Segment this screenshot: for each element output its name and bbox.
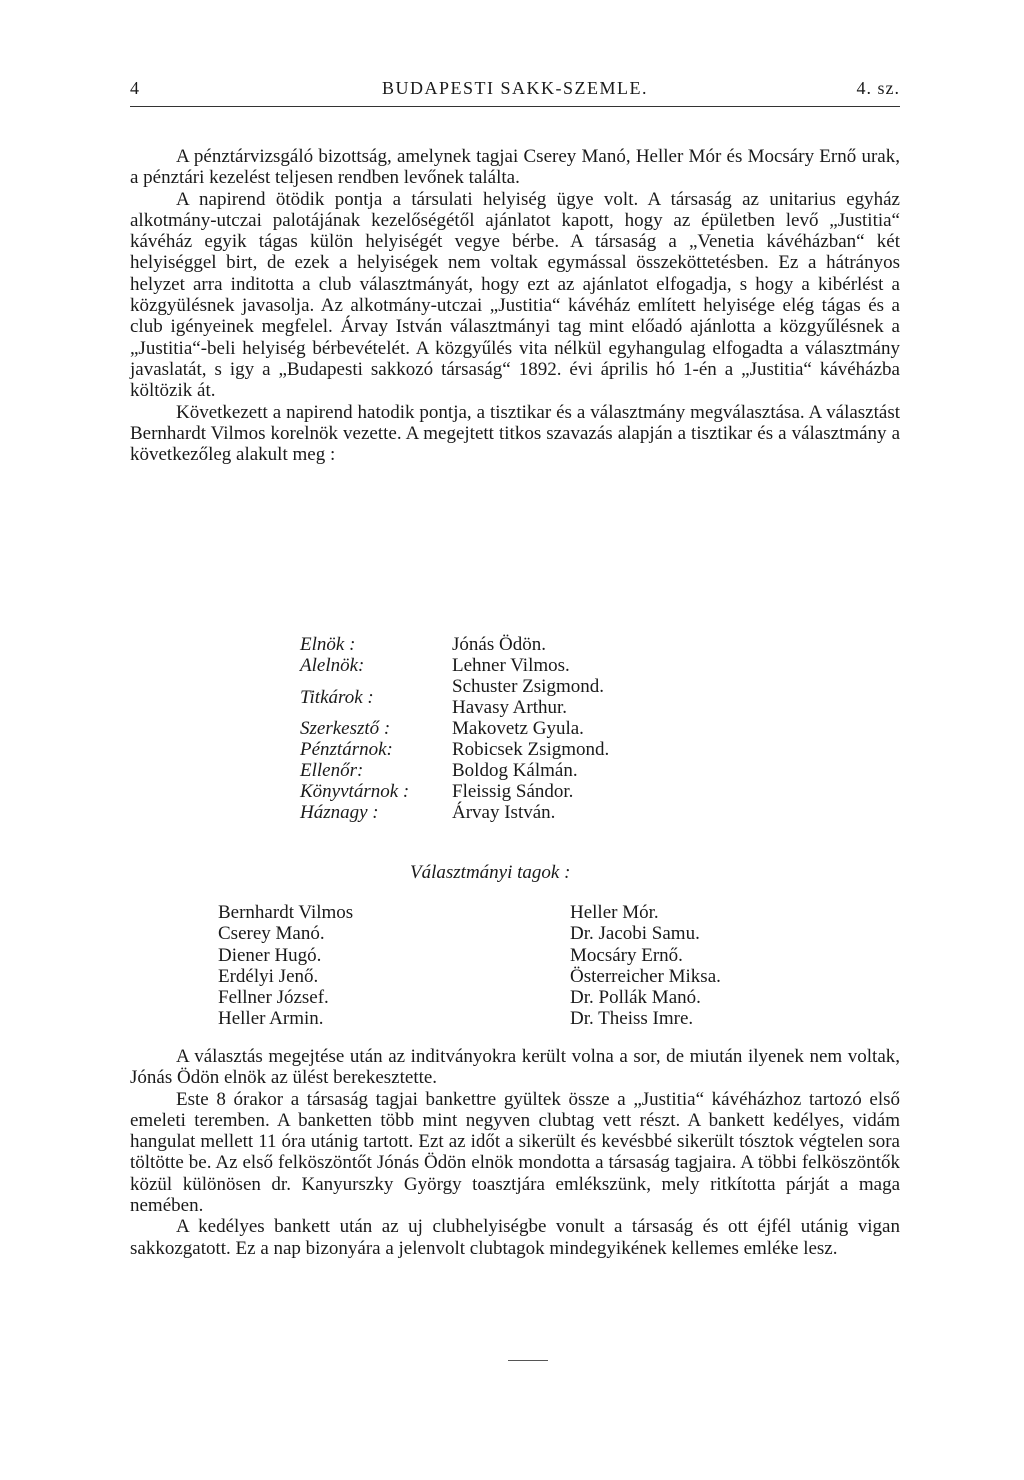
officer-name: Lehner Vilmos. [452,655,570,676]
officer-row [300,781,760,802]
paragraph: A napirend ötödik pontja a társulati helyiség ügye volt. A társaság az unitarius egyház alkotmány-utczai palotájának kezelőségétől ajánlatot kapott, hogy az épületben levő „Justitia“ kávéház egyik tágas külön helyiségét vegye bérbe. A társaság a „Venetia kávéházban“ két helyiséggel birt, de ezek a helyiségek nem voltak egymással összeköttetésben. Ez a hátrányos helyzet arra inditotta a club választmányát, hogy ezt az ajánlatot elfogadja, s hogy a kibérlést a közgyülésnek javasolja. Az alkotmány-utczai „Justitia“ kávéház említett helyisége elég tágas és a club igényeinek megfelel. Árvay István választmányi tag mint előadó ajánlotta a közgyűlésnek a „Justitia“-beli helyiség bérbevételét. A közgyűlés vita nélkül egyhangulag elfogadta a választmány javaslatát, s igy a „Budapesti sakkozó társaság“ 1892. évi április hó 1-én a „Justitia“ kávéházba költözik át. [130,188,900,402]
officer-row [300,676,760,718]
member-name: Bernhardt Vilmos [218,902,354,923]
officer-name: Schuster Zsigmond. [452,676,604,697]
members-list-left [218,902,353,1030]
member-name: Erdélyi Jenő. [218,965,319,987]
member-name: Mocsáry Ernő. [570,944,683,966]
header-rule [130,106,900,107]
page-number: 4 [130,78,140,98]
officer-names [452,676,760,718]
officer-role: Szerkesztő : [300,718,391,739]
officer-row [300,655,760,676]
officer-row [300,739,760,760]
officer-name: Jónás Ödön. [452,634,546,655]
members-list-right [570,902,721,1030]
member-name: Cserey Manó. [218,923,325,945]
officer-name: Boldog Kálmán. [452,760,578,781]
officer-name: Makovetz Gyula. [452,718,584,739]
member-name: Fellner József. [218,987,329,1009]
officer-name: Robicsek Zsigmond. [452,739,610,760]
footer-rule [508,1360,548,1361]
member-name: Dr. Jacobi Samu. [570,923,700,945]
member-name: Dr. Pollák Manó. [570,987,701,1009]
member-name: Heller Armin. [218,1008,324,1030]
issue-number: 4. sz. [856,78,900,98]
officer-name: Árvay István. [452,802,556,823]
paragraph: A kedélyes bankett után az uj clubhelyiségbe vonult a társaság és ott éjfél utánig vigan sakkozgatott. Ez a nap bizonyára a jelenvolt clubtagok mindegyikének kellemes emléke lesz. [130,1216,900,1259]
paragraph: Következett a napirend hatodik pontja, a tisztikar és a választmány megválasztása. A választást Bernhardt Vilmos korelnök vezette. A megejtett titkos szavazás alapján a tisztikar és a választmány a következőleg alakult meg : [130,401,900,466]
body-bottom [130,1046,900,1259]
officer-role: Pénztárnok: [300,739,393,760]
page-header [130,78,900,108]
officer-role: Elnök : [300,634,356,655]
journal-title: BUDAPESTI SAKK-SZEMLE. [381,78,648,98]
officer-role: Könyvtárnok : [300,781,410,802]
officer-row [300,760,760,781]
paragraph: A választás megejtése után az inditványokra került volna a sor, de miután ilyenek nem voltak, Jónás Ödön elnök az ülést berekesztette. [130,1046,900,1089]
paragraph: Este 8 órakor a társaság tagjai bankettre gyültek össze a „Justitia“ kávéházhoz tartozó első emeleti teremben. A banketten több mint negyven clubtag vett részt. A bankett kedélyes, vidám hangulat mellett 11 óra utánig tartott. Ezt az időt a sikerült és kevésbbé sikerült tósztok végtelen sora töltötte be. Az első felköszöntőt Jónás Ödön elnök mondotta a társaság tagjaira. A többi felköszöntők közül különösen dr. Kanyurszky György toasztjára emlékszünk, mely ritkította párját a maga nemében. [130,1088,900,1217]
member-name: Österreicher Miksa. [570,965,721,987]
officer-role: Ellenőr: [300,760,364,781]
officer-row [300,634,760,655]
members-heading: Választmányi tagok : [410,862,571,883]
officer-row [300,802,760,823]
officer-name: Fleissig Sándor. [452,781,574,802]
paragraph: A pénztárvizsgáló bizottság, amelynek tagjai Cserey Manó, Heller Mór és Mocsáry Ernő urak, a pénztári kezelést teljesen rendben levőnek találta. [130,146,900,189]
officer-name: Havasy Arthur. [452,697,568,718]
member-name: Heller Mór. [570,902,659,923]
officer-role: Titkárok : [300,687,374,708]
member-name: Diener Hugó. [218,944,322,966]
officer-row [300,718,760,739]
member-name: Dr. Theiss Imre. [570,1008,694,1030]
officers-table [300,634,760,823]
officer-role: Alelnök: [300,655,365,676]
body-top [130,146,900,465]
officer-role: Háznagy : [300,802,379,823]
